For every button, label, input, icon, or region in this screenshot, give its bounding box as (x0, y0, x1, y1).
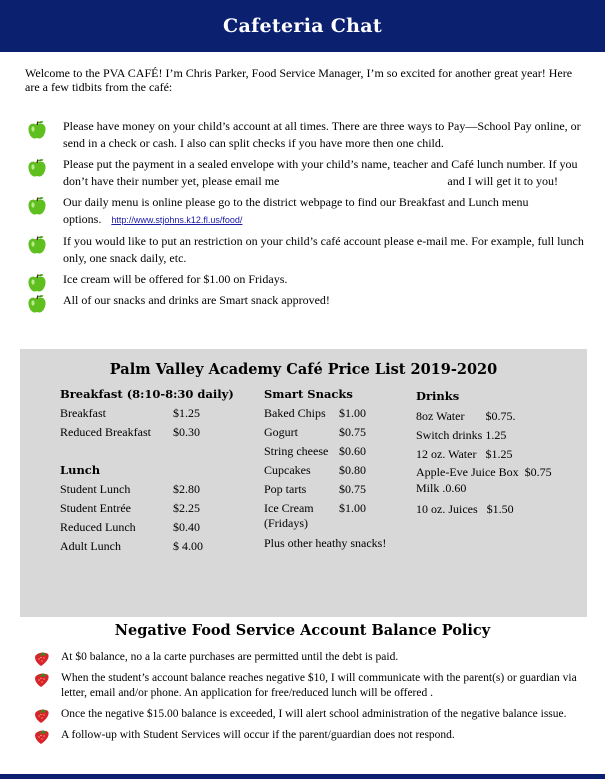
smart-snacks-footer: Plus other heathy snacks! (264, 536, 387, 550)
green-apple-icon (27, 196, 47, 216)
policy-text: At $0 balance, no a la carte purchases are permitted until the debt is paid. (61, 651, 399, 663)
list-item (25, 194, 585, 229)
policy-list (33, 650, 588, 749)
bullet-text: Ice cream will be offered for $1.00 on Fridays. (63, 272, 288, 286)
list-item (25, 292, 585, 309)
smart-snacks-column (264, 385, 386, 553)
item-name: Pop tarts (264, 482, 307, 496)
policy-title: Negative Food Service Account Balance Policy (114, 622, 491, 639)
strawberry-icon (33, 707, 51, 724)
drink-line: Milk .0.60 (416, 481, 467, 495)
green-apple-icon (27, 158, 47, 178)
price-row (264, 404, 386, 423)
item-name: Adult Lunch (60, 539, 121, 553)
item-price: $0.30 (173, 425, 200, 439)
item-price: $2.25 (173, 501, 200, 515)
drink-line: 8oz Water $0.75. (416, 409, 516, 423)
drink-line: Switch drinks 1.25 (416, 428, 507, 442)
item-price: $0.40 (173, 520, 200, 534)
item-name: Student Lunch (60, 482, 131, 496)
bullet-text: and I will get it to you! (447, 174, 559, 188)
green-apple-icon (27, 294, 47, 314)
list-item (25, 271, 585, 288)
strawberry-icon (33, 671, 51, 688)
item-name: Reduced Lunch (60, 520, 136, 534)
bullet-text: Please put the payment in a sealed envelope with your child’s name, teacher and Café lunch number. If you don’t have their number yet, please email me (63, 157, 578, 188)
green-apple-icon (27, 120, 47, 140)
green-apple-icon (27, 235, 47, 255)
price-list-panel (20, 349, 587, 617)
price-row (60, 404, 234, 423)
price-row (264, 442, 386, 461)
drink-line: 12 oz. Water $1.25 (416, 447, 513, 461)
item-name: Baked Chips (264, 406, 326, 420)
drink-line: Apple-Eve Juice Box $0.75 (416, 465, 552, 479)
list-item (25, 156, 585, 190)
item-price: $0.80 (339, 463, 366, 477)
policy-text: When the student’s account balance reaches negative $10, I will communicate with the parent(s) or guardian via letter, email and/or phone. An application for free/reduced lunch will be offered . (61, 672, 577, 699)
item-price: $1.25 (173, 406, 200, 420)
drinks-heading: Drinks (416, 389, 460, 403)
item-price: $0.75 (339, 482, 366, 496)
item-name: Breakfast (60, 406, 106, 420)
item-name: Ice Cream (264, 501, 314, 515)
green-apple-icon (27, 273, 47, 293)
food-menu-link[interactable]: http://www.stjohns.k12.fl.us/food/ (111, 215, 243, 225)
policy-text: Once the negative $15.00 balance is exceeded, I will alert school administration of the negative balance issue. (61, 708, 567, 720)
item-name: Cupcakes (264, 463, 311, 477)
page-title: Cafeteria Chat (223, 15, 382, 37)
bullet-text: All of our snacks and drinks are Smart snack approved! (63, 293, 330, 307)
list-item (33, 728, 588, 743)
item-price: $1.00 (339, 406, 366, 420)
list-item (33, 671, 588, 701)
intro-text: Welcome to the PVA CAFÉ! I’m Chris Parker, Food Service Manager, I’m so excited for another great year! Here are a few tidbits from the café: (25, 66, 573, 94)
info-bullet-list (25, 118, 585, 313)
item-price: $1.00 (339, 501, 366, 515)
price-row (60, 499, 234, 518)
strawberry-icon (33, 650, 51, 667)
bullet-text: Our daily menu is online please go to the district webpage to find our Breakfast and Lunch menu options. (63, 195, 529, 226)
price-row (60, 480, 234, 499)
price-row (264, 423, 386, 442)
drinks-column (416, 387, 552, 519)
item-price: $0.75 (339, 425, 366, 439)
item-name: Student Entrée (60, 501, 131, 515)
item-name: Gogurt (264, 425, 298, 439)
bottom-border (0, 774, 605, 779)
item-price: $2.80 (173, 482, 200, 496)
price-row (60, 518, 234, 537)
ice-cream-note: (Fridays) (264, 516, 308, 530)
drink-line: 10 oz. Juices $1.50 (416, 502, 514, 516)
list-item (33, 707, 588, 722)
bullet-text: Please have money on your child’s account at all times. There are three ways to Pay—School Pay online, or send in a check or cash. I also can split checks if you have more then one child. (63, 119, 581, 150)
smart-snacks-heading: Smart Snacks (264, 387, 353, 401)
price-row (60, 423, 234, 442)
item-name: Reduced Breakfast (60, 425, 151, 439)
price-row (264, 480, 386, 499)
list-item (33, 650, 588, 665)
breakfast-lunch-column (60, 385, 234, 556)
strawberry-icon (33, 728, 51, 745)
lunch-heading: Lunch (60, 463, 101, 477)
header-banner (0, 0, 605, 52)
bullet-text: If you would like to put an restriction on your child’s café account please e-mail me. For example, full lunch only, one snack daily, etc. (63, 234, 584, 265)
price-list-title: Palm Valley Academy Café Price List 2019-2020 (109, 361, 498, 378)
item-price: $0.60 (339, 444, 366, 458)
price-row (264, 501, 386, 516)
policy-text: A follow-up with Student Services will occur if the parent/guardian does not respond. (61, 729, 455, 741)
item-name: String cheese (264, 444, 329, 458)
price-row (264, 461, 386, 480)
list-item (25, 118, 585, 152)
list-item (25, 233, 585, 267)
item-price: $ 4.00 (173, 539, 203, 553)
breakfast-heading: Breakfast (8:10-8:30 daily) (60, 387, 234, 401)
price-row (60, 537, 234, 556)
